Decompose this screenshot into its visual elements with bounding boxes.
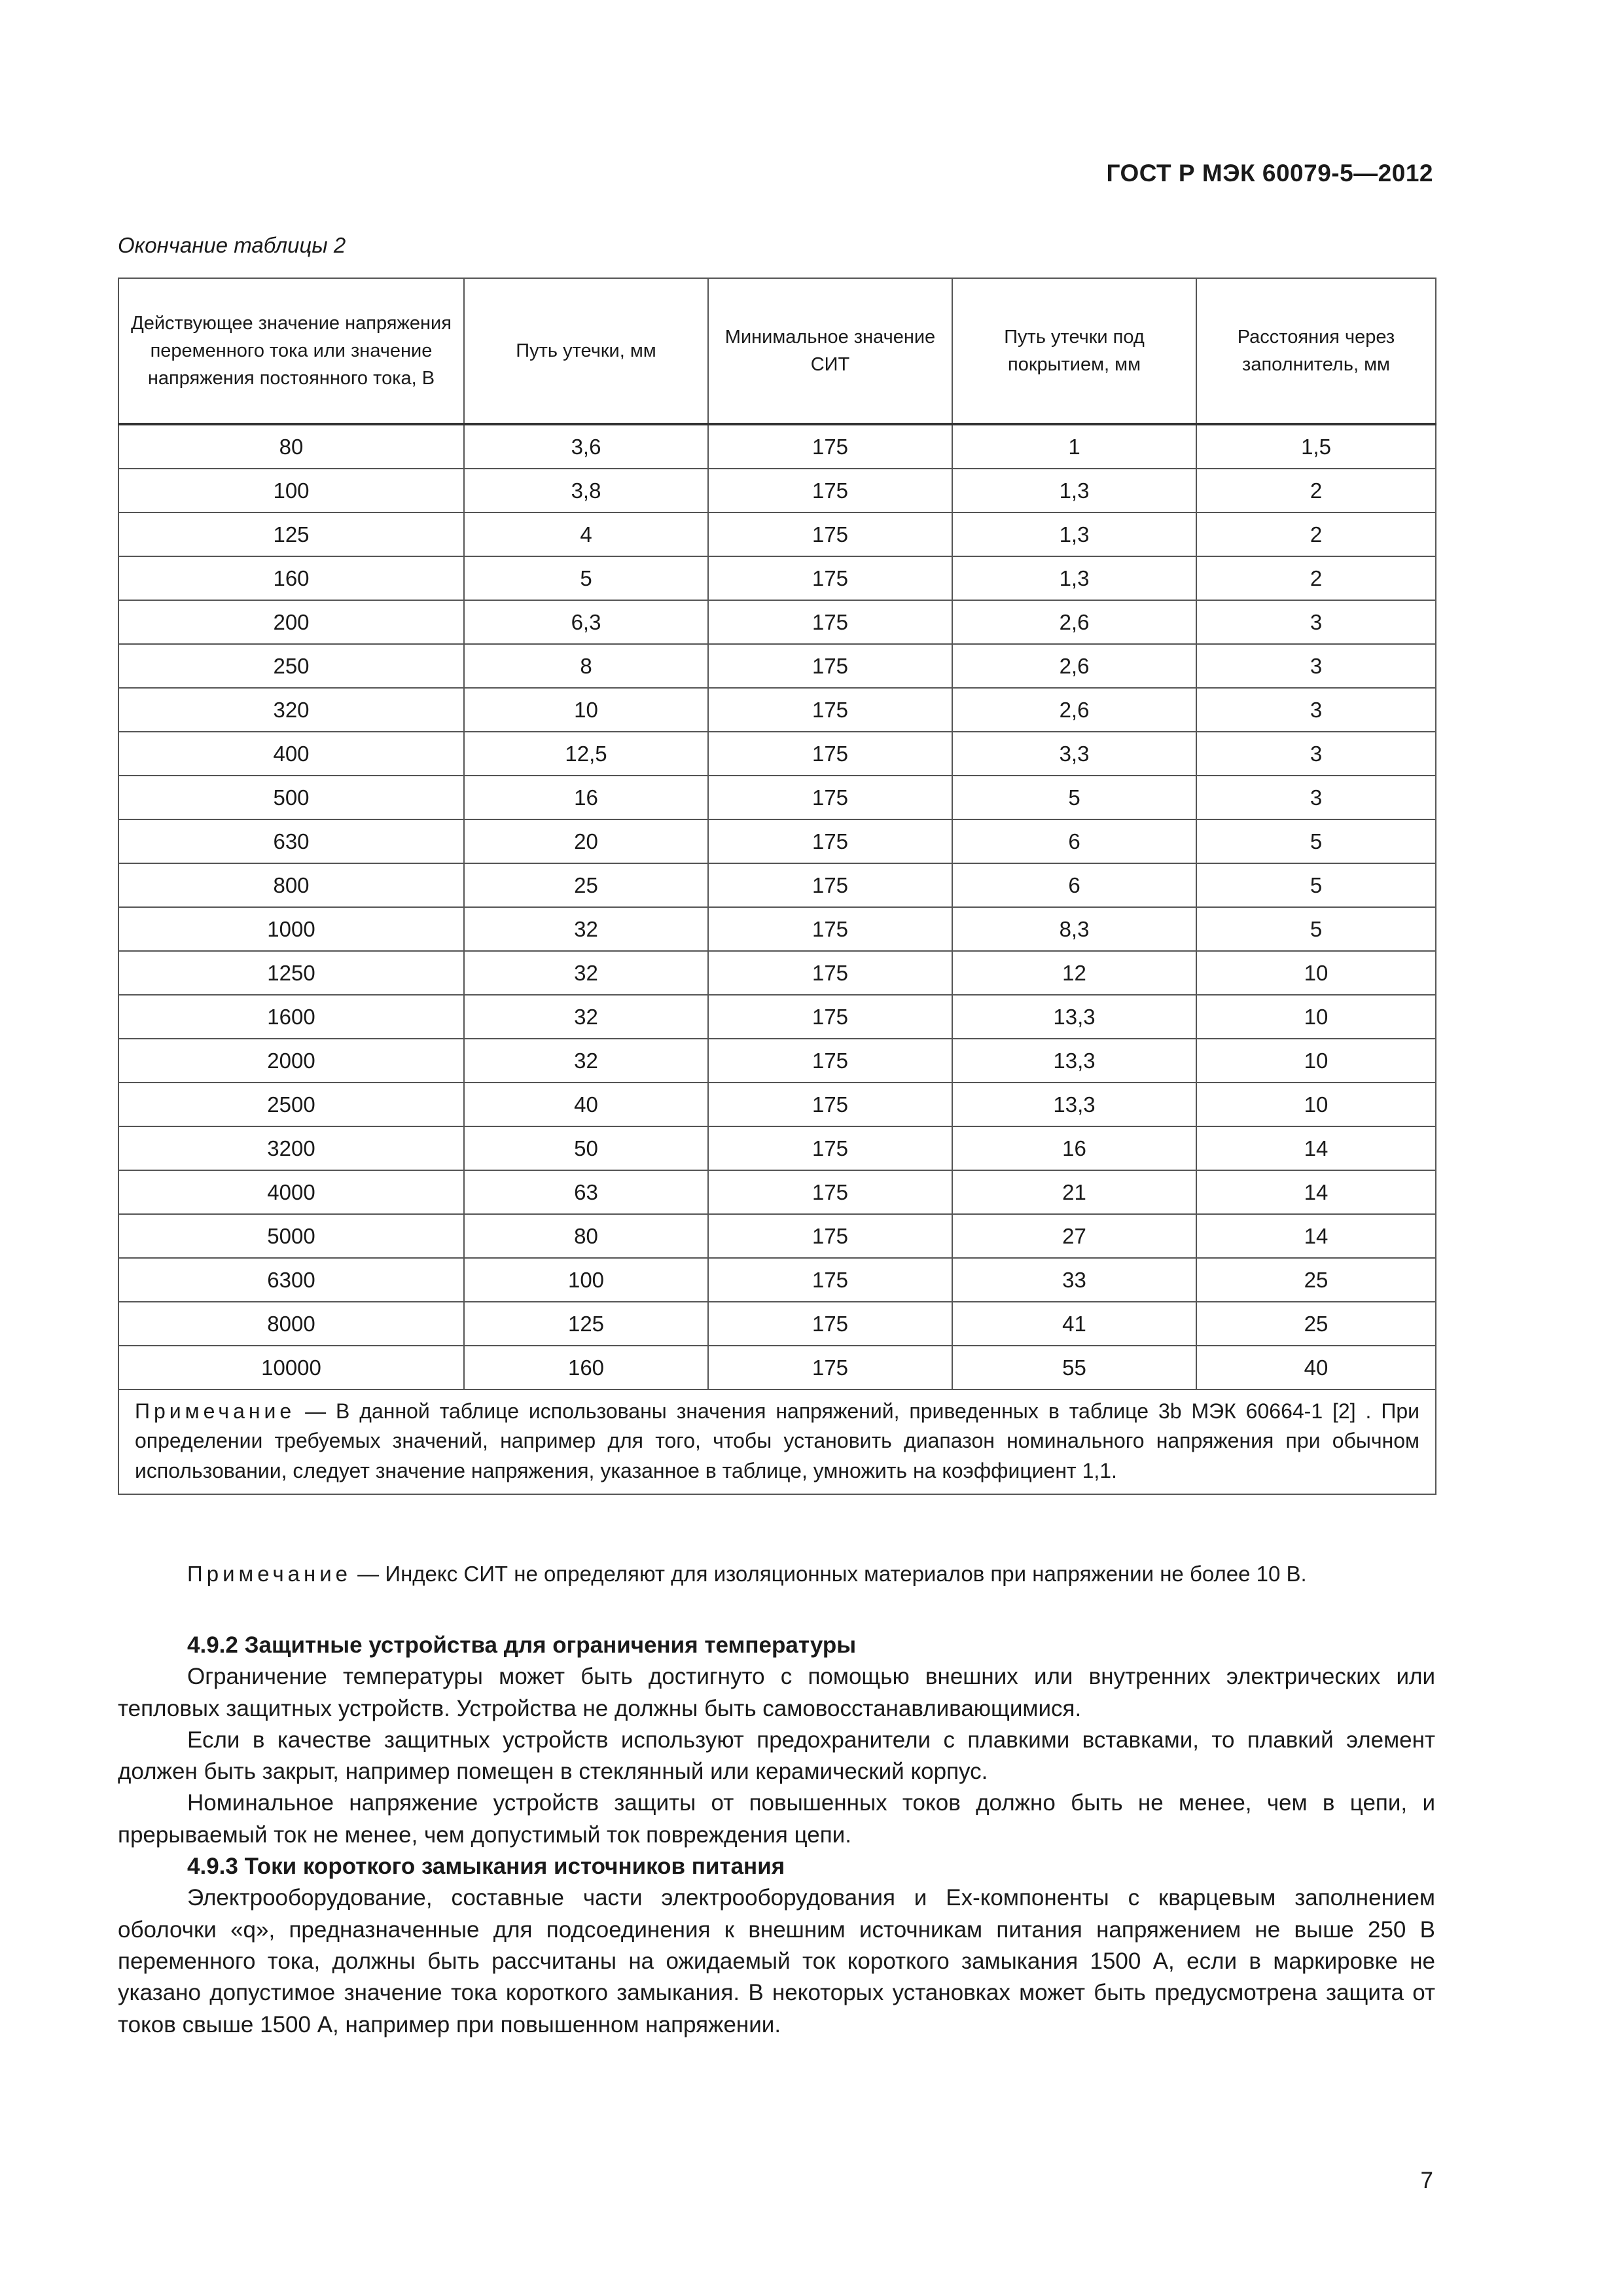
cell-creepage: 125 <box>464 1302 708 1346</box>
cell-cti: 175 <box>708 776 952 819</box>
cell-creepage: 25 <box>464 863 708 907</box>
paragraph: Электрооборудование, составные части электрооборудования и Ex-компоненты с кварцевым заполнением оболочки «q», предназначенные для подсоединения к внешним источникам питания напряжением не выше 250 В переменного тока, должны быть рассчитаны на ожидаемый ток короткого замыкания 1500 А, если в маркировке не указано допустимое значение тока короткого замыкания. В некоторых установках может быть предусмотрена защита от токов свыше 1500 А, например при повышенном напряжении. <box>118 1885 1435 2037</box>
document-header: ГОСТ Р МЭК 60079-5—2012 <box>1106 160 1433 187</box>
cell-creepage: 50 <box>464 1126 708 1170</box>
column-header-creepage-coated: Путь утечки под покрытием, мм <box>952 278 1196 424</box>
note-label: Примечание <box>187 1562 352 1586</box>
cell-cti: 175 <box>708 556 952 600</box>
note-paragraph <box>118 1559 1435 1589</box>
cell-voltage: 1000 <box>118 907 464 951</box>
cell-creepage-coated: 5 <box>952 776 1196 819</box>
table-row <box>118 776 1436 819</box>
table-caption: Окончание таблицы 2 <box>118 233 346 257</box>
clearance-table <box>118 278 1436 1495</box>
page-number: 7 <box>1420 2168 1433 2193</box>
cell-voltage: 1250 <box>118 951 464 995</box>
cell-filler-distance: 14 <box>1196 1214 1436 1258</box>
cell-filler-distance: 2 <box>1196 556 1436 600</box>
cell-voltage: 80 <box>118 424 464 469</box>
cell-filler-distance: 5 <box>1196 819 1436 863</box>
table-row <box>118 1039 1436 1083</box>
cell-voltage: 8000 <box>118 1302 464 1346</box>
cell-creepage: 12,5 <box>464 732 708 776</box>
table-row <box>118 688 1436 732</box>
cell-creepage-coated: 27 <box>952 1214 1196 1258</box>
table-row <box>118 951 1436 995</box>
cell-creepage-coated: 12 <box>952 951 1196 995</box>
cell-voltage: 400 <box>118 732 464 776</box>
cell-cti: 175 <box>708 1214 952 1258</box>
cell-cti: 175 <box>708 863 952 907</box>
cell-creepage-coated: 6 <box>952 863 1196 907</box>
column-header-creepage: Путь утечки, мм <box>464 278 708 424</box>
cell-cti: 175 <box>708 1258 952 1302</box>
cell-voltage: 1600 <box>118 995 464 1039</box>
cell-filler-distance: 40 <box>1196 1346 1436 1390</box>
cell-creepage: 100 <box>464 1258 708 1302</box>
cell-cti: 175 <box>708 1126 952 1170</box>
cell-voltage: 5000 <box>118 1214 464 1258</box>
table-row <box>118 907 1436 951</box>
cell-creepage: 6,3 <box>464 600 708 644</box>
cell-cti: 175 <box>708 1083 952 1126</box>
cell-creepage: 8 <box>464 644 708 688</box>
paragraph: Если в качестве защитных устройств используют предохранители с плавкими вставками, то плавкий элемент должен быть закрыт, например помещен в стеклянный или керамический корпус. <box>118 1727 1435 1785</box>
cell-creepage: 16 <box>464 776 708 819</box>
table-row <box>118 1346 1436 1390</box>
cell-creepage: 20 <box>464 819 708 863</box>
cell-voltage: 200 <box>118 600 464 644</box>
cell-filler-distance: 14 <box>1196 1126 1436 1170</box>
cell-cti: 175 <box>708 1302 952 1346</box>
section-heading-4-9-2: 4.9.2 Защитные устройства для ограничения температуры <box>187 1632 857 1658</box>
column-header-voltage: Действующее значение напряжения переменного тока или значение напряжения постоянного тока, В <box>118 278 464 424</box>
cell-creepage: 160 <box>464 1346 708 1390</box>
cell-voltage: 2500 <box>118 1083 464 1126</box>
cell-creepage-coated: 55 <box>952 1346 1196 1390</box>
cell-cti: 175 <box>708 951 952 995</box>
cell-creepage-coated: 33 <box>952 1258 1196 1302</box>
cell-cti: 175 <box>708 469 952 512</box>
cell-creepage-coated: 2,6 <box>952 600 1196 644</box>
cell-creepage-coated: 1,3 <box>952 469 1196 512</box>
section-heading-4-9-3: 4.9.3 Токи короткого замыкания источников питания <box>187 1854 785 1880</box>
table-row <box>118 1126 1436 1170</box>
cell-cti: 175 <box>708 907 952 951</box>
cell-creepage-coated: 2,6 <box>952 688 1196 732</box>
table-row <box>118 424 1436 469</box>
cell-creepage-coated: 16 <box>952 1126 1196 1170</box>
cell-filler-distance: 5 <box>1196 907 1436 951</box>
table-row <box>118 995 1436 1039</box>
cell-creepage: 32 <box>464 1039 708 1083</box>
table-row <box>118 1258 1436 1302</box>
cell-creepage-coated: 2,6 <box>952 644 1196 688</box>
table-note-text: — В данной таблице использованы значения напряжений, приведенных в таблице 3b МЭК 60664-1 [2] . При определении требуемых значений, например для того, чтобы установить диапазон номинального напряжения при обычном использовании, следует значение напряжения, указанное в таблице, умножить на коэффициент 1,1. <box>135 1399 1419 1482</box>
cell-creepage: 10 <box>464 688 708 732</box>
cell-voltage: 125 <box>118 512 464 556</box>
cell-creepage-coated: 1 <box>952 424 1196 469</box>
cell-voltage: 6300 <box>118 1258 464 1302</box>
table-body <box>118 424 1436 1494</box>
cell-creepage: 80 <box>464 1214 708 1258</box>
cell-cti: 175 <box>708 995 952 1039</box>
cell-voltage: 2000 <box>118 1039 464 1083</box>
cell-cti: 175 <box>708 600 952 644</box>
cell-voltage: 630 <box>118 819 464 863</box>
cell-creepage-coated: 1,3 <box>952 556 1196 600</box>
cell-voltage: 320 <box>118 688 464 732</box>
cell-creepage-coated: 13,3 <box>952 1039 1196 1083</box>
cell-cti: 175 <box>708 1039 952 1083</box>
table-row <box>118 512 1436 556</box>
table-row <box>118 469 1436 512</box>
cell-filler-distance: 2 <box>1196 469 1436 512</box>
cell-filler-distance: 3 <box>1196 644 1436 688</box>
cell-creepage-coated: 13,3 <box>952 1083 1196 1126</box>
cell-creepage: 5 <box>464 556 708 600</box>
cell-filler-distance: 3 <box>1196 688 1436 732</box>
cell-voltage: 3200 <box>118 1126 464 1170</box>
cell-creepage-coated: 41 <box>952 1302 1196 1346</box>
cell-filler-distance: 25 <box>1196 1258 1436 1302</box>
cell-filler-distance: 3 <box>1196 776 1436 819</box>
cell-cti: 175 <box>708 1170 952 1214</box>
cell-cti: 175 <box>708 424 952 469</box>
cell-creepage-coated: 21 <box>952 1170 1196 1214</box>
table-row <box>118 644 1436 688</box>
table-row <box>118 556 1436 600</box>
table-header <box>118 278 1436 424</box>
cell-creepage-coated: 13,3 <box>952 995 1196 1039</box>
cell-creepage: 32 <box>464 951 708 995</box>
column-header-cti: Минимальное значение СИТ <box>708 278 952 424</box>
cell-creepage-coated: 6 <box>952 819 1196 863</box>
cell-filler-distance: 10 <box>1196 951 1436 995</box>
cell-filler-distance: 10 <box>1196 1039 1436 1083</box>
table-row <box>118 819 1436 863</box>
cell-filler-distance: 3 <box>1196 600 1436 644</box>
cell-voltage: 100 <box>118 469 464 512</box>
table-row <box>118 1170 1436 1214</box>
cell-creepage: 63 <box>464 1170 708 1214</box>
cell-filler-distance: 10 <box>1196 1083 1436 1126</box>
cell-cti: 175 <box>708 644 952 688</box>
cell-filler-distance: 3 <box>1196 732 1436 776</box>
table-note <box>118 1390 1436 1494</box>
table-header-row <box>118 278 1436 424</box>
table-row <box>118 863 1436 907</box>
note-text: — Индекс СИТ не определяют для изоляционных материалов при напряжении не более 10 В. <box>351 1562 1307 1586</box>
cell-cti: 175 <box>708 512 952 556</box>
paragraph: Номинальное напряжение устройств защиты от повышенных токов должно быть не менее, чем в цепи, и прерываемый ток не менее, чем допустимый ток повреждения цепи. <box>118 1790 1435 1848</box>
cell-creepage: 40 <box>464 1083 708 1126</box>
table-row <box>118 732 1436 776</box>
cell-cti: 175 <box>708 1346 952 1390</box>
cell-filler-distance: 25 <box>1196 1302 1436 1346</box>
table-row <box>118 600 1436 644</box>
paragraph: Ограничение температуры может быть достигнуто с помощью внешних или внутренних электрических или тепловых защитных устройств. Устройства не должны быть самовосстанавливающимися. <box>118 1664 1435 1721</box>
table-note-row <box>118 1390 1436 1494</box>
cell-voltage: 500 <box>118 776 464 819</box>
cell-filler-distance: 14 <box>1196 1170 1436 1214</box>
cell-creepage: 4 <box>464 512 708 556</box>
table-note-label: Примечание <box>135 1399 296 1423</box>
cell-creepage: 32 <box>464 995 708 1039</box>
column-header-filler-distance: Расстояния через заполнитель, мм <box>1196 278 1436 424</box>
table-row <box>118 1214 1436 1258</box>
cell-filler-distance: 5 <box>1196 863 1436 907</box>
cell-creepage: 3,8 <box>464 469 708 512</box>
cell-voltage: 4000 <box>118 1170 464 1214</box>
table-row <box>118 1083 1436 1126</box>
cell-creepage-coated: 3,3 <box>952 732 1196 776</box>
table-row <box>118 1302 1436 1346</box>
cell-voltage: 10000 <box>118 1346 464 1390</box>
cell-creepage: 32 <box>464 907 708 951</box>
cell-filler-distance: 10 <box>1196 995 1436 1039</box>
cell-cti: 175 <box>708 819 952 863</box>
cell-creepage-coated: 1,3 <box>952 512 1196 556</box>
cell-cti: 175 <box>708 688 952 732</box>
cell-cti: 175 <box>708 732 952 776</box>
cell-voltage: 250 <box>118 644 464 688</box>
cell-filler-distance: 2 <box>1196 512 1436 556</box>
main-content <box>118 1630 1435 2041</box>
cell-voltage: 800 <box>118 863 464 907</box>
cell-voltage: 160 <box>118 556 464 600</box>
cell-filler-distance: 1,5 <box>1196 424 1436 469</box>
cell-creepage: 3,6 <box>464 424 708 469</box>
cell-creepage-coated: 8,3 <box>952 907 1196 951</box>
